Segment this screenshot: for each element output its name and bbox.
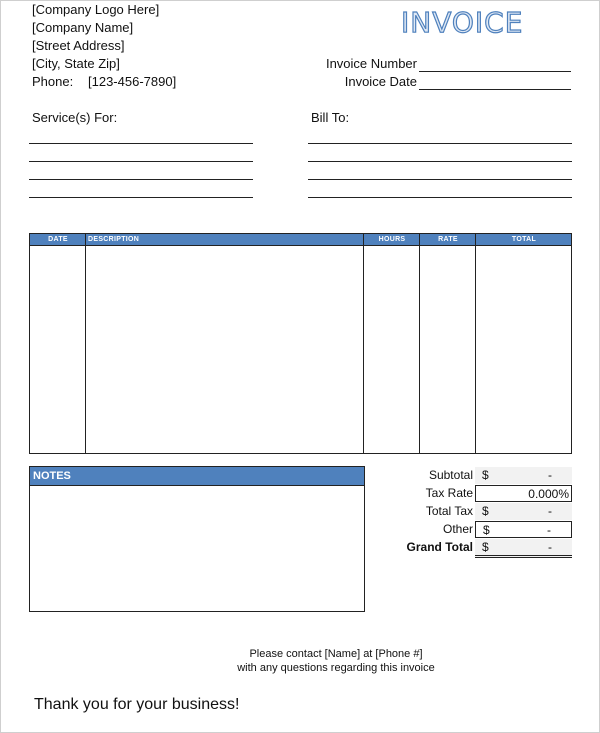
company-phone-row [32, 73, 176, 91]
subtotal-currency: $ [482, 468, 489, 482]
total-tax-label: Total Tax [425, 504, 473, 518]
bill-to-line-3[interactable] [308, 179, 572, 180]
total-tax-cell [475, 503, 572, 520]
total-tax-value: - [548, 504, 552, 518]
grand-total-currency: $ [482, 540, 489, 554]
subtotal-value: - [548, 468, 552, 482]
grand-total-cell [475, 539, 572, 558]
grand-total-label: Grand Total [406, 540, 473, 554]
contact-line-2: with any questions regarding this invoice [237, 662, 435, 674]
column-header-description: DESCRIPTION [88, 236, 140, 243]
column-divider [419, 234, 420, 453]
phone-label: Phone: [32, 74, 74, 89]
tax-rate-value: 0.000% [528, 487, 569, 501]
subtotal-cell [475, 467, 572, 484]
other-currency: $ [483, 523, 490, 537]
column-header-rate: RATE [438, 236, 458, 243]
bill-to-line-1[interactable] [308, 143, 572, 144]
total-tax-currency: $ [482, 504, 489, 518]
services-line-3[interactable] [29, 179, 253, 180]
services-for-label: Service(s) For: [32, 110, 118, 125]
other-cell[interactable] [475, 521, 572, 538]
thank-you-message: Thank you for your business! [34, 696, 240, 713]
other-label: Other [442, 522, 473, 536]
notes-box[interactable] [29, 466, 365, 612]
column-divider [363, 234, 364, 453]
services-line-1[interactable] [29, 143, 253, 144]
column-header-date: DATE [48, 236, 68, 243]
contact-line-1: Please contact [Name] at [Phone #] [249, 648, 423, 660]
services-line-2[interactable] [29, 161, 253, 162]
tax-rate-label: Tax Rate [425, 486, 473, 500]
company-logo-placeholder: [Company Logo Here] [32, 2, 160, 17]
company-name: [Company Name] [32, 20, 134, 35]
column-header-hours: HOURS [378, 236, 406, 243]
services-line-4[interactable] [29, 197, 253, 198]
grand-total-value: - [548, 540, 552, 554]
other-value: - [547, 523, 551, 537]
bill-to-line-4[interactable] [308, 197, 572, 198]
subtotal-label: Subtotal [428, 468, 473, 482]
invoice-date-label: Invoice Date [344, 74, 417, 89]
bill-to-line-2[interactable] [308, 161, 572, 162]
company-street: [Street Address] [32, 38, 125, 53]
notes-header: NOTES [30, 467, 364, 486]
column-divider [475, 234, 476, 453]
bill-to-label: Bill To: [311, 110, 350, 125]
company-city: [City, State Zip] [32, 56, 120, 71]
invoice-number-label: Invoice Number [325, 56, 417, 71]
phone-value: [123-456-7890] [88, 74, 177, 89]
invoice-title: INVOICE [401, 6, 524, 39]
column-divider [85, 234, 86, 453]
invoice-date-field[interactable] [419, 89, 571, 90]
line-items-table [29, 233, 572, 454]
invoice-number-field[interactable] [419, 71, 571, 72]
column-header-total: TOTAL [511, 236, 537, 243]
tax-rate-cell[interactable] [475, 485, 572, 502]
